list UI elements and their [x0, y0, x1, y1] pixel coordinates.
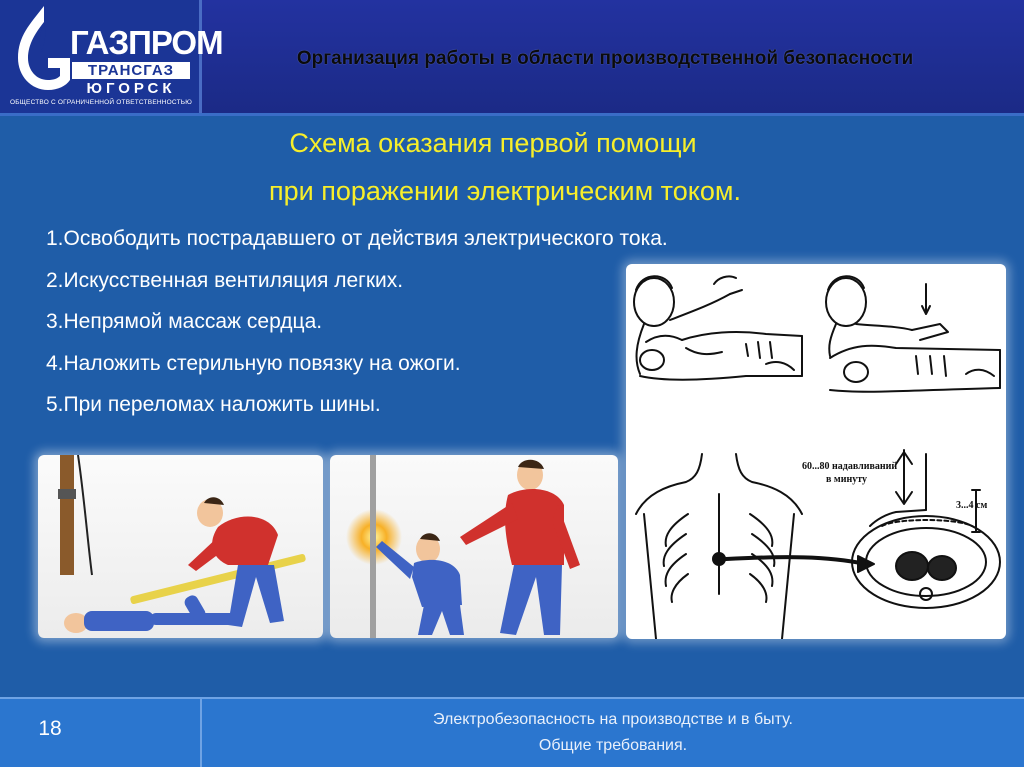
footer-caption-line2: Общие требования.: [538, 737, 688, 754]
footer-caption: [202, 707, 1024, 759]
rescuer-figure-icon: [460, 460, 580, 635]
scheme-subtitle: [0, 176, 1024, 207]
page-number: 18: [38, 717, 62, 740]
flame-g-icon: [4, 2, 74, 102]
scheme-title-line1: Схема оказания первой помощи: [289, 128, 697, 158]
conductor-icon: [370, 455, 376, 638]
compression-figure-icon: [826, 276, 1000, 391]
compression-rate-label: 60...80 надавливаний: [802, 461, 898, 472]
rescuer-figure-icon: [130, 497, 307, 627]
arrow-icon: [726, 557, 866, 564]
victim-figure-icon: [376, 533, 464, 635]
footer: [0, 697, 1024, 767]
rescue-pole-drawing: [38, 455, 323, 638]
compression-rate-unit: в минуту: [826, 474, 868, 485]
rescue-pull-drawing: [330, 455, 618, 638]
step-item: 3.Непрямой массаж сердца.: [46, 310, 323, 333]
rescue-with-pole-illustration: [38, 455, 323, 638]
cpr-drawing: [626, 264, 1006, 639]
step-item: 4.Наложить стерильную повязку на ожоги.: [46, 351, 461, 375]
logo-subtitle: ТРАНСГАЗ: [72, 62, 190, 79]
logo-legal-form: ОБЩЕСТВО С ОГРАНИЧЕННОЙ ОТВЕТСТВЕННОСТЬЮ: [10, 99, 192, 106]
first-aid-steps: [46, 228, 668, 436]
chest-cross-section-icon: [852, 450, 1000, 608]
compression-depth-label: 3...4 см: [956, 500, 988, 511]
logo-name: ГАЗПРОМ: [70, 24, 223, 61]
scheme-title-line2: при поражении электрическим током.: [269, 176, 741, 206]
cpr-illustration: [626, 264, 1006, 639]
step-item: 5.При переломах наложить шины.: [46, 393, 381, 416]
pole-icon: [60, 455, 74, 575]
footer-caption-line1: Электробезопасность на производстве и в быту.: [433, 711, 793, 728]
company-logo: [0, 0, 223, 113]
header-title: Организация работы в области производственной безопасности: [296, 48, 914, 69]
step-item: 1.Освободить пострадавшего от действия электрического тока.: [46, 227, 668, 250]
logo-city: ЮГОРСК: [86, 80, 176, 97]
scheme-title: [0, 128, 1024, 159]
header-divider: [0, 113, 1024, 116]
step-item: 2.Искусственная вентиляция легких.: [46, 268, 404, 292]
ribcage-icon: [636, 454, 802, 639]
wire-icon: [78, 455, 92, 575]
rescue-pull-away-illustration: [330, 455, 618, 638]
ventilation-figure-icon: [634, 276, 802, 380]
header: [0, 0, 1024, 113]
